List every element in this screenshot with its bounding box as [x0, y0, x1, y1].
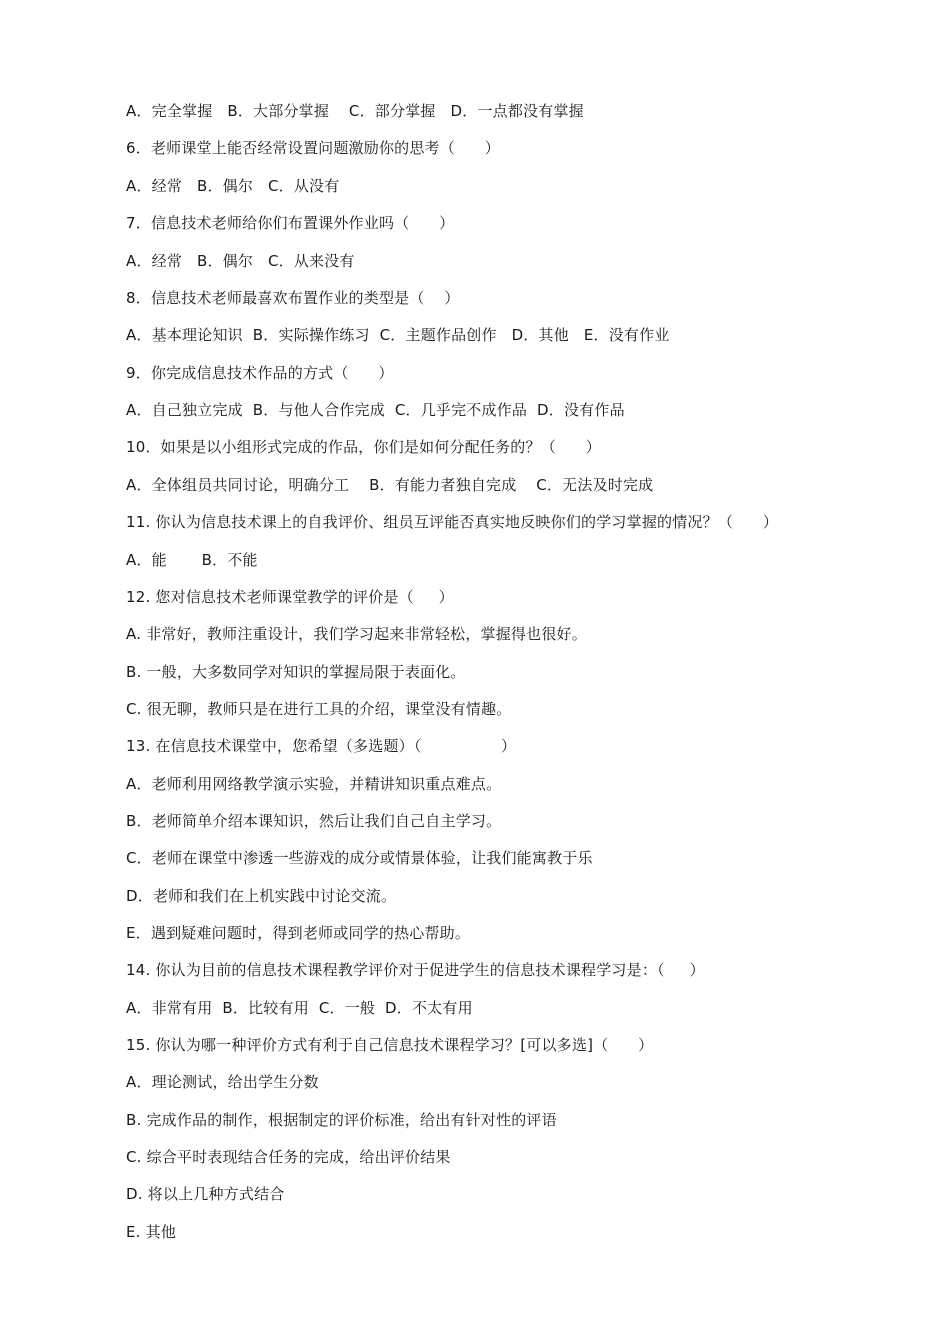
- q13-option-e: E．遇到疑难问题时，得到老师或同学的热心帮助。: [126, 924, 471, 942]
- q13-option-b: B．老师简单介绍本课知识，然后让我们自己自主学习。: [126, 812, 502, 830]
- q9-question: 9．你完成信息技术作品的方式（ ）: [126, 364, 394, 382]
- q13-option-c: C．老师在课堂中渗透一些游戏的成分或情景体验，让我们能寓教于乐: [126, 849, 593, 867]
- q13-option-d: D．老师和我们在上机实践中讨论交流。: [126, 887, 397, 905]
- q7-question: 7．信息技术老师给你们布置课外作业吗（ ）: [126, 214, 455, 232]
- q15-question: 15. 你认为哪一种评价方式有利于自己信息技术课程学习？[可以多选]（ ）: [126, 1036, 654, 1054]
- q15-option-e: E. 其他: [126, 1223, 177, 1241]
- q5-options: A．完全掌握 B．大部分掌握 C．部分掌握 D．一点都没有掌握: [126, 102, 584, 120]
- q7-options: A．经常 B．偶尔 C．从来没有: [126, 252, 355, 270]
- q14-question: 14. 你认为目前的信息技术课程教学评价对于促进学生的信息技术课程学习是：（ ）: [126, 961, 705, 979]
- q9-options: A．自己独立完成 B．与他人合作完成 C．几乎完不成作品 D．没有作品: [126, 401, 625, 419]
- q8-options: A．基本理论知识 B．实际操作练习 C．主题作品创作 D．其他 E．没有作业: [126, 326, 670, 344]
- q12-option-b: B. 一般，大多数同学对知识的掌握局限于表面化。: [126, 663, 466, 681]
- q12-option-c: C. 很无聊，教师只是在进行工具的介绍，课堂没有情趣。: [126, 700, 512, 718]
- q6-options: A．经常 B．偶尔 C．从没有: [126, 177, 340, 195]
- q8-question: 8．信息技术老师最喜欢布置作业的类型是（ ）: [126, 289, 460, 307]
- q15-option-c: C. 综合平时表现结合任务的完成，给出评价结果: [126, 1148, 451, 1166]
- q13-option-a: A．老师利用网络教学演示实验，并精讲知识重点难点。: [126, 775, 502, 793]
- q15-option-b: B. 完成作品的制作，根据制定的评价标准，给出有针对性的评语: [126, 1111, 557, 1129]
- q12-question: 12. 您对信息技术老师课堂教学的评价是（ ）: [126, 588, 454, 606]
- q12-option-a: A. 非常好，教师注重设计，我们学习起来非常轻松，掌握得也很好。: [126, 625, 587, 643]
- q6-question: 6．老师课堂上能否经常设置问题激励你的思考（ ）: [126, 139, 500, 157]
- q11-options: A．能 B．不能: [126, 551, 258, 569]
- q11-question: 11. 你认为信息技术课上的自我评价、组员互评能否真实地反映你们的学习掌握的情况？（ ）: [126, 513, 779, 531]
- q15-option-d: D. 将以上几种方式结合: [126, 1185, 285, 1203]
- q15-option-a: A．理论测试，给出学生分数: [126, 1073, 319, 1091]
- q10-options: A．全体组员共同讨论，明确分工 B．有能力者独自完成 C．无法及时完成: [126, 476, 654, 494]
- q10-question: 10．如果是以小组形式完成的作品，你们是如何分配任务的？（ ）: [126, 438, 601, 456]
- q14-options: A．非常有用 B．比较有用 C．一般 D．不太有用: [126, 999, 473, 1017]
- q13-question: 13. 在信息技术课堂中，您希望（多选题）（ ）: [126, 737, 517, 755]
